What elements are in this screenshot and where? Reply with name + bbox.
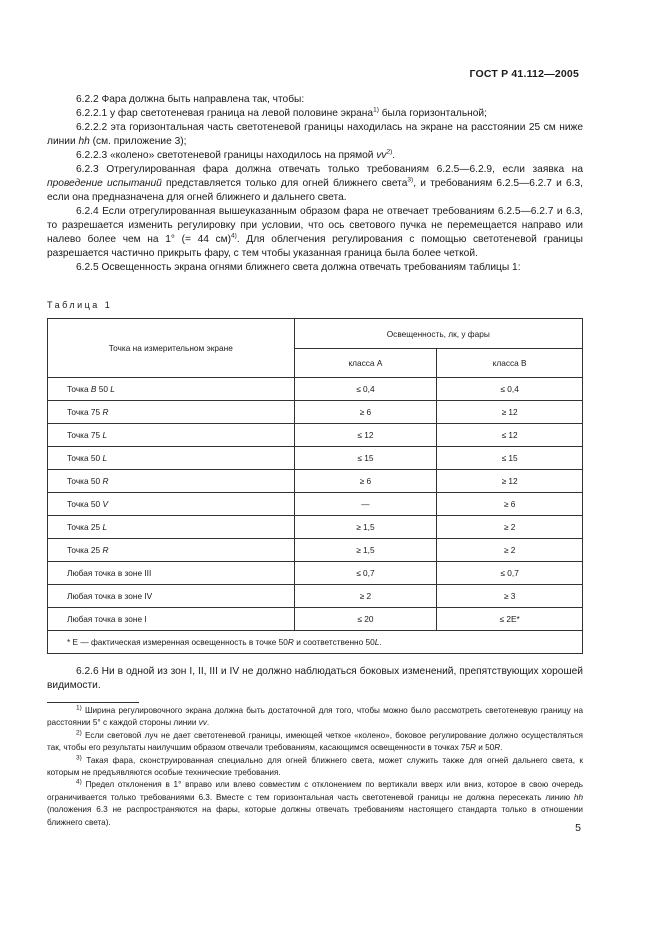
line-symbol: R: [470, 743, 476, 753]
cell-class-b: ≥ 3: [437, 585, 583, 608]
paragraph-text: 6.2.6 Ни в одной из зон I, II, III и IV не должно наблюдаться боковых изменений, препятствующих хорошей видимости.: [47, 666, 583, 691]
cell-point: [48, 562, 295, 585]
table-caption: Таблица 1: [47, 300, 113, 310]
cell-point: [48, 447, 295, 470]
cell-class-a: ≥ 2: [294, 585, 437, 608]
footnote-marker: 2): [76, 729, 82, 737]
cell-point: [48, 424, 295, 447]
line-symbol: R: [494, 743, 501, 753]
point-symbol: V: [102, 499, 108, 509]
footnote-text: Такая фара, сконструированная специально для огней ближнего света, может служить также для огней дальнего света, к которым не предъявляются особые технические требования.: [47, 755, 583, 778]
after-table-text: [47, 665, 583, 693]
cell-class-b: ≥ 12: [437, 470, 583, 493]
paragraph-text: . Для облегчения регулирования с помощью светотеневой границы разрешается частично прикрыть фару, с тем чтобы указанная граница была более четкой.: [47, 234, 583, 259]
point-symbol: R: [102, 407, 109, 417]
note-symbol: R: [287, 637, 294, 647]
point-symbol: B: [90, 384, 97, 394]
paragraph-text: представляется только для огней ближнего света: [161, 178, 408, 189]
line-symbol: hh: [573, 792, 583, 802]
point-text: Точка 25: [67, 545, 103, 555]
header-point: Точка на измерительном экране: [48, 319, 295, 378]
paragraph-text: 6.2.2 Фара должна быть направлена так, чтобы:: [76, 94, 305, 105]
paragraph-6-2-4: [47, 205, 583, 261]
footnote-1: [47, 705, 583, 730]
paragraph-text: 6.2.2.2 эта горизонтальная часть светотеневой границы находилась на экране на расстоянии 25 см ниже линии: [47, 122, 583, 147]
footnote-divider: [47, 702, 139, 703]
point-text: Точка 50: [67, 499, 103, 509]
cell-point: [48, 585, 295, 608]
header-class-a: класса A: [294, 349, 437, 378]
table-row: [48, 516, 583, 539]
footnote-3: [47, 755, 583, 780]
cell-class-a: ≥ 1,5: [294, 539, 437, 562]
cell-point: [48, 378, 295, 401]
cell-class-a: ≤ 0,7: [294, 562, 437, 585]
footnote-marker: 3): [76, 753, 82, 761]
body-text: [47, 93, 583, 275]
point-text: Точка 75: [67, 407, 103, 417]
point-symbol: L: [102, 522, 108, 532]
paragraph-6-2-2: [47, 93, 583, 107]
table-row: [48, 424, 583, 447]
cell-class-b: ≥ 2: [437, 516, 583, 539]
table-body: [48, 378, 583, 631]
point-text: Точка: [67, 384, 91, 394]
cell-class-b: ≤ 12: [437, 424, 583, 447]
header-illuminance: Освещенность, лк, у фары: [294, 319, 582, 349]
paragraph-text: 6.2.3 Отрегулированная фара должна отвечать только требованиям 6.2.5—6.2.9, если заявка на: [76, 164, 583, 175]
cell-class-a: ≤ 0,4: [294, 378, 437, 401]
line-symbol: vv: [198, 718, 207, 728]
cell-class-a: ≤ 20: [294, 608, 437, 631]
table-row: [48, 401, 583, 424]
cell-class-b: ≤ 0,7: [437, 562, 583, 585]
paragraph-6-2-2-1: [47, 107, 583, 121]
table-note-row: [48, 631, 583, 654]
cell-point: [48, 493, 295, 516]
paragraph-text: 6.2.2.1 у фар светотеневая граница на левой половине экрана: [76, 108, 374, 119]
footnote-marker: 4): [76, 778, 82, 786]
point-symbol: R: [102, 476, 109, 486]
italic-phrase: проведение испытаний: [47, 178, 162, 189]
paragraph-text: (см. приложение 3);: [89, 136, 187, 147]
point-symbol: L: [110, 384, 115, 394]
table-row: [48, 493, 583, 516]
cell-class-a: —: [294, 493, 437, 516]
point-text: Любая точка в зоне III: [67, 568, 152, 578]
footnote-text: Если световой луч не дает светотеневой границы, имеющей четкое «колено», боковое регулирование должно осуществляться так, чтобы его результаты наилучшим образом отвечали требованиям, касающимся освещенности в точках 75: [47, 730, 583, 753]
header-class-b: класса B: [437, 349, 583, 378]
cell-class-b: ≤ 0,4: [437, 378, 583, 401]
note-text: * E — фактическая измеренная освещенность в точке 50: [67, 637, 288, 647]
footnote-ref[interactable]: 3): [407, 176, 414, 184]
table-row: [48, 562, 583, 585]
footnote-ref[interactable]: 1): [373, 106, 379, 114]
paragraph-6-2-2-3: [47, 149, 583, 163]
cell-class-b: ≥ 2: [437, 539, 583, 562]
cell-point: [48, 608, 295, 631]
footnote-ref[interactable]: 4): [231, 232, 237, 240]
paragraph-text: 6.2.2.3 «колено» светотеневой границы находилось на прямой: [76, 150, 377, 161]
paragraph-text: , и требованиям 6.2.5—6.2.7 и 6.3, если она предназначена для огней ближнего и дальнего света.: [47, 178, 583, 203]
footnote-4: [47, 779, 583, 829]
cell-class-a: ≤ 15: [294, 447, 437, 470]
note-text: и соответственно 50: [293, 637, 375, 647]
paragraph-6-2-2-2: [47, 121, 583, 149]
document-code: ГОСТ Р 41.112—2005: [469, 68, 579, 80]
footnote-text: .: [206, 718, 210, 728]
table-header-row: [48, 319, 583, 349]
paragraph-text: 6.2.4 Если отрегулированная вышеуказанным образом фара не отвечает требованиям 6.2.5—6.2.7 и 6.3, то разрешается изменить регулировку при условии, что ось светового пучка не перемещается направо или налево более чем на 1° (= 44 см): [47, 206, 583, 245]
table-row: [48, 585, 583, 608]
table-row: [48, 447, 583, 470]
point-symbol: L: [102, 453, 108, 463]
footnote-text: Ширина регулировочного экрана должна быть достаточной для того, чтобы можно было рассмотреть светотеневую границу на расстоянии 5° с каждой стороны линии: [47, 706, 583, 728]
illuminance-table: [47, 318, 583, 654]
cell-class-a: ≤ 12: [294, 424, 437, 447]
cell-point: [48, 401, 295, 424]
cell-class-a: ≥ 6: [294, 401, 437, 424]
point-text: 50: [96, 384, 111, 394]
footnote-text: .: [500, 743, 503, 753]
cell-point: [48, 516, 295, 539]
footnote-ref[interactable]: 2): [386, 148, 393, 156]
paragraph-6-2-6: [47, 665, 583, 693]
point-text: Любая точка в зоне I: [67, 614, 147, 624]
point-text: Точка 50: [67, 453, 103, 463]
table-row: [48, 378, 583, 401]
cell-class-a: ≥ 1,5: [294, 516, 437, 539]
page-number: 5: [575, 822, 581, 834]
footnote-text: Предел отклонения в 1° вправо или влево совместим с отклонением по вертикали вверх или вниз, которое в свою очередь ограничивается только требованиями 6.3. Вместе с тем горизонтальная часть светотеневой границы не должна пересекать линию: [47, 780, 583, 802]
cell-class-b: ≥ 12: [437, 401, 583, 424]
footnotes: [47, 705, 583, 829]
footnote-2: [47, 730, 583, 755]
cell-class-b: ≤ 15: [437, 447, 583, 470]
cell-class-a: ≥ 6: [294, 470, 437, 493]
table-row: [48, 539, 583, 562]
point-text: Точка 25: [67, 522, 103, 532]
paragraph-text: была горизонтальной;: [378, 108, 487, 119]
paragraph-text: 6.2.5 Освещенность экрана огнями ближнего света должна отвечать требованиям таблицы 1:: [76, 262, 521, 273]
note-symbol: L: [374, 637, 380, 647]
table-row: [48, 470, 583, 493]
point-symbol: L: [102, 430, 108, 440]
note-text: .: [379, 637, 382, 647]
paragraph-6-2-5: [47, 261, 583, 275]
paragraph-6-2-3: [47, 163, 583, 205]
footnote-marker: 1): [76, 704, 82, 712]
paragraph-text: .: [392, 150, 396, 161]
footnote-text: (положения 6.3 не распространяются на фары, которые должны отвечать требованиям настоящего стандарта только в отношении ближнего света).: [47, 805, 583, 827]
point-text: Любая точка в зоне IV: [67, 591, 153, 601]
cell-point: [48, 539, 295, 562]
table-row: [48, 608, 583, 631]
footnote-text: и 50: [475, 743, 495, 753]
cell-point: [48, 470, 295, 493]
table-note: [48, 631, 583, 654]
line-symbol: hh: [78, 136, 90, 147]
point-text: Точка 50: [67, 476, 103, 486]
point-symbol: R: [102, 545, 109, 555]
cell-class-b: ≤ 2E*: [437, 608, 583, 631]
cell-class-b: ≥ 6: [437, 493, 583, 516]
line-symbol: vv: [376, 150, 387, 161]
point-text: Точка 75: [67, 430, 103, 440]
